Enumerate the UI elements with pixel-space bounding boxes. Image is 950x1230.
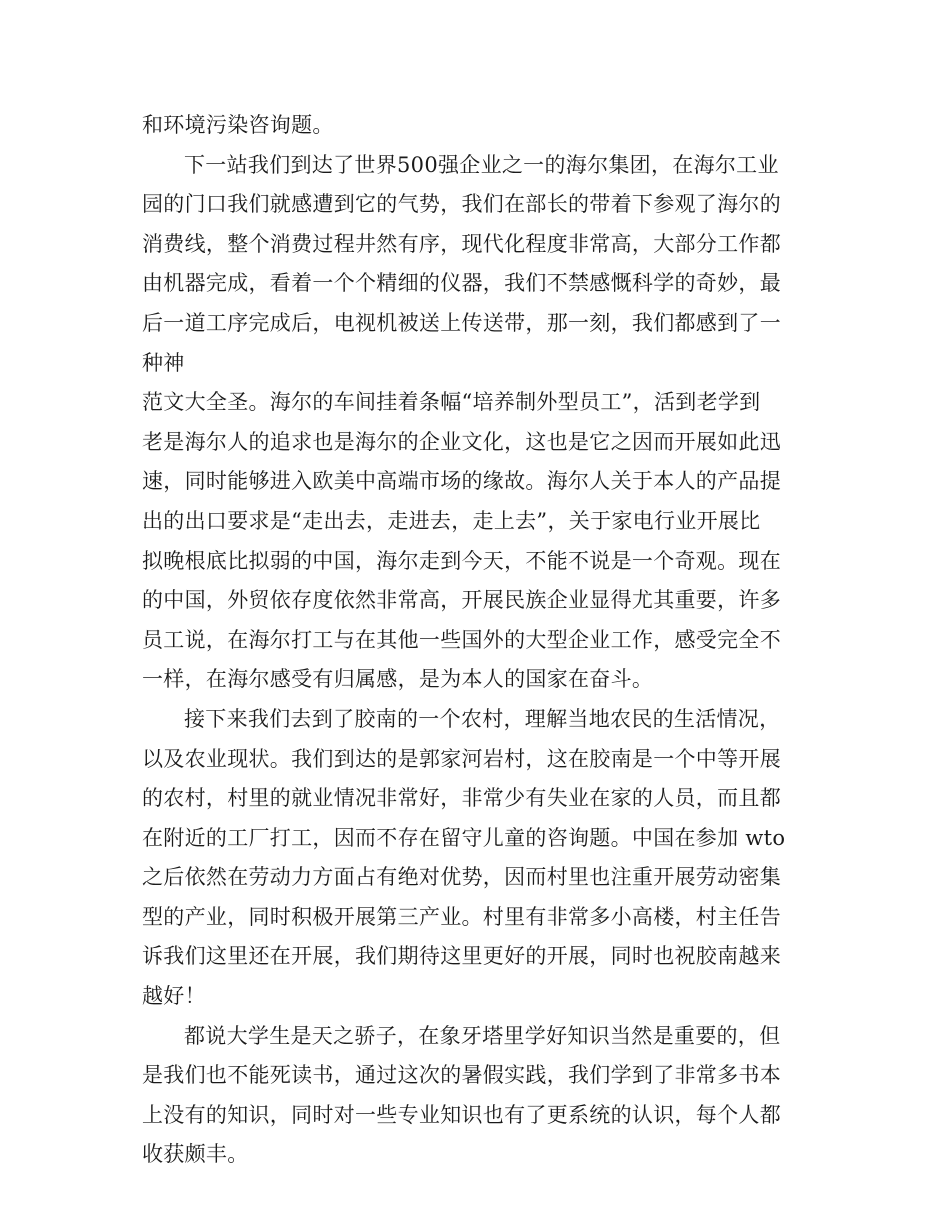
text-line: 接下来我们去到了胶南的一个农村，理解当地农民的生活情况， bbox=[184, 706, 781, 731]
text-line: 和环境污染咨询题。 bbox=[142, 113, 334, 137]
text-line: 拟晚根底比拟弱的中国，海尔走到今天，不能不说是一个奇观。现在 bbox=[142, 548, 781, 573]
text-line: 下一站我们到达了世界500强企业之一的海尔集团，在海尔工业 bbox=[184, 152, 779, 177]
paragraph-4 bbox=[142, 700, 814, 1017]
text-line: 越好！ bbox=[142, 984, 206, 1009]
text-line: 一样，在海尔感受有归属感，是为本人的国家在奋斗。 bbox=[142, 667, 654, 692]
paragraph-2 bbox=[142, 146, 814, 384]
paragraph-5 bbox=[142, 1017, 814, 1175]
text-line: 是我们也不能死读书，通过这次的暑假实践，我们学到了非常多书本 bbox=[142, 1063, 781, 1088]
text-line: 出的出口要求是“走出去，走进去，走上去”，关于家电行业开展比 bbox=[142, 508, 761, 533]
text-line: 速，同时能够进入欧美中高端市场的缘故。海尔人关于本人的产品提 bbox=[142, 469, 781, 494]
text-line: 都说大学生是天之骄子，在象牙塔里学好知识当然是重要的，但 bbox=[184, 1023, 781, 1048]
text-line: 诉我们这里还在开展，我们期待这里更好的开展，同时也祝胶南越来 bbox=[142, 944, 781, 969]
text-line: 范文大全圣。海尔的车间挂着条幅“培养制外型员工”，活到老学到 bbox=[142, 390, 761, 415]
text-line: 在附近的工厂打工，因而不存在留守儿童的咨询题。中国在参加 wto bbox=[142, 825, 786, 850]
text-line: 种神 bbox=[142, 350, 185, 375]
document-body bbox=[142, 106, 814, 1175]
text-line: 收获颇丰。 bbox=[142, 1142, 249, 1167]
text-line: 上没有的知识，同时对一些专业知识也有了更系统的认识，每个人都 bbox=[142, 1102, 781, 1127]
text-line: 员工说，在海尔打工与在其他一些国外的大型企业工作，感受完全不 bbox=[142, 627, 781, 652]
text-line: 的农村，村里的就业情况非常好，非常少有失业在家的人员，而且都 bbox=[142, 786, 781, 811]
text-line: 后一道工序完成后，电视机被送上传送带，那一刻，我们都感到了一 bbox=[142, 310, 781, 335]
text-line: 型的产业，同时积极开展第三产业。村里有非常多小高楼，村主任告 bbox=[142, 904, 781, 929]
text-line: 由机器完成，看着一个个精细的仪器，我们不禁感慨科学的奇妙，最 bbox=[142, 271, 781, 296]
paragraph-3 bbox=[142, 383, 814, 700]
text-line: 园的门口我们就感遭到它的气势，我们在部长的带着下参观了海尔的 bbox=[142, 192, 781, 217]
text-line: 的中国，外贸依存度依然非常高，开展民族企业显得尤其重要，许多 bbox=[142, 588, 781, 613]
text-line: 以及农业现状。我们到达的是郭家河岩村，这在胶南是一个中等开展 bbox=[142, 746, 781, 771]
text-line: 老是海尔人的追求也是海尔的企业文化，这也是它之因而开展如此迅 bbox=[142, 429, 781, 454]
text-line: 之后依然在劳动力方面占有绝对优势，因而村里也注重开展劳动密集 bbox=[142, 865, 781, 890]
text-line: 消费线，整个消费过程井然有序，现代化程度非常高，大部分工作都 bbox=[142, 231, 781, 256]
paragraph-1 bbox=[142, 106, 814, 146]
